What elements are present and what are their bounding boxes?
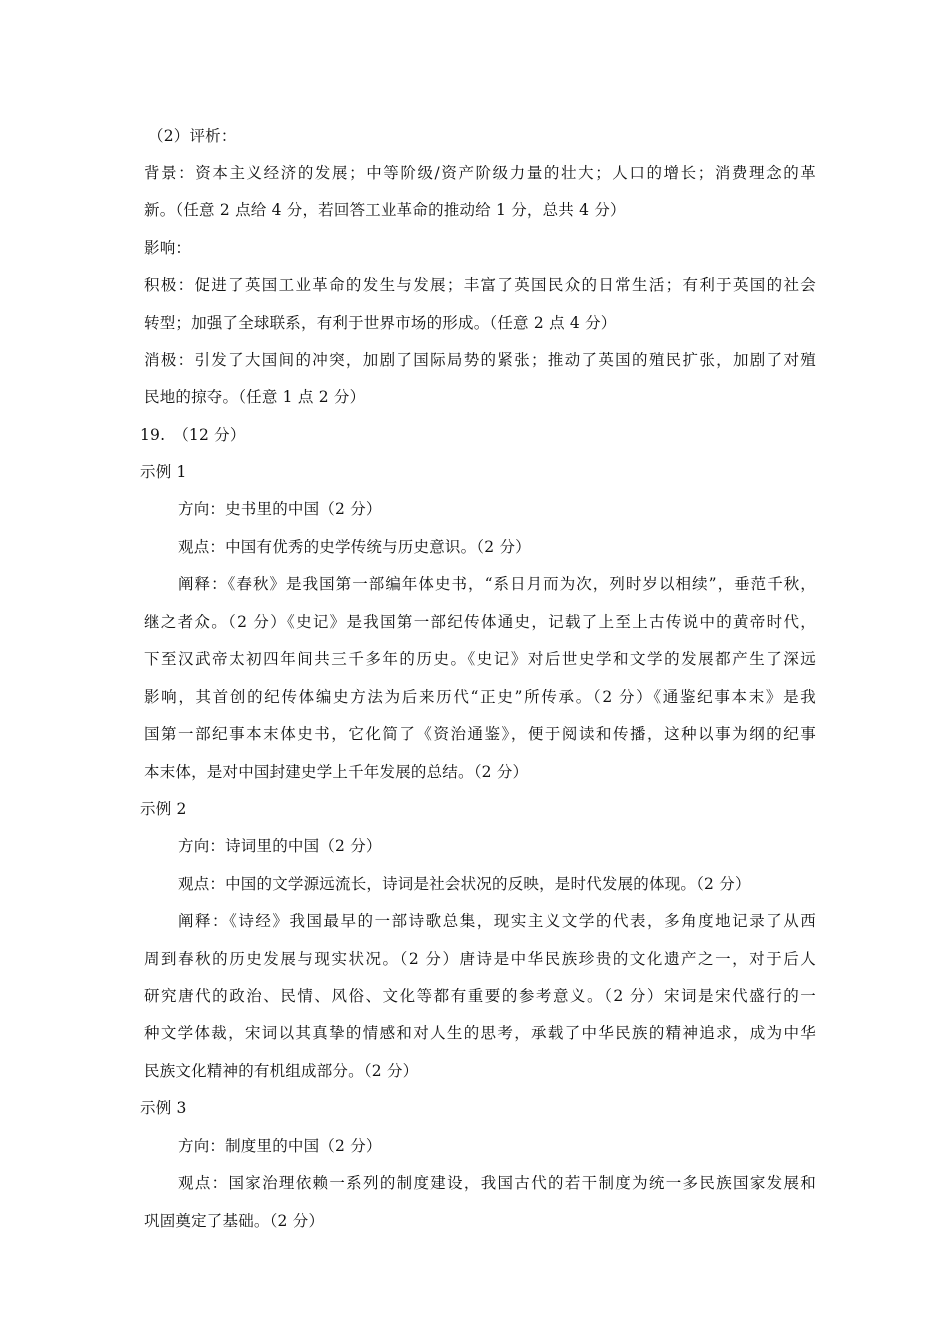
example-2-direction: 方向：诗词里的中国（2 分） [178, 837, 382, 855]
positive-line-1: 积极：促进了英国工业革命的发生与发展；丰富了英国民众的日常生活；有利于英国的社会 [144, 276, 816, 294]
negative-line-1: 消极：引发了大国间的冲突，加剧了国际局势的紧张；推动了英国的殖民扩张，加剧了对殖 [144, 351, 816, 369]
example-3-view: 巩固奠定了基础。（2 分） [144, 1212, 325, 1230]
example-2-explain-line: 种文学体裁，宋词以其真挚的情感和对人生的思考，承载了中华民族的精神追求，成为中华 [144, 1024, 816, 1042]
example-3-direction: 方向：制度里的中国（2 分） [178, 1137, 382, 1155]
question-19-heading: 19. （12 分） [140, 426, 246, 444]
background-line-2: 新。（任意 2 点给 4 分，若回答工业革命的推动给 1 分，总共 4 分） [144, 201, 626, 219]
negative-line-2: 民地的掠夺。（任意 1 点 2 分） [144, 388, 366, 406]
example-3-title: 示例 3 [140, 1099, 187, 1117]
example-1-explain-line: 阐释：《春秋》是我国第一部编年体史书，“系日月而为次，列时岁以相续”，垂范千秋， [178, 575, 816, 593]
example-1-explain-line: 下至汉武帝太初四年间共三千多年的历史。《史记》对后世史学和文学的发展都产生了深远 [144, 650, 816, 668]
example-2-view: 观点：中国的文学源远流长，诗词是社会状况的反映，是时代发展的体现。（2 分） [178, 875, 751, 893]
example-2-explain-line: 研究唐代的政治、民情、风俗、文化等都有重要的参考意义。（2 分）宋词是宋代盛行的一 [144, 987, 816, 1005]
q18-sub2-heading: （2）评析： [148, 127, 237, 145]
example-2-explain-line: 民族文化精神的有机组成部分。（2 分） [144, 1062, 419, 1080]
example-2-explain-line: 周到春秋的历史发展与现实状况。（2 分）唐诗是中华民族珍贵的文化遗产之一，对于后人 [144, 950, 816, 968]
background-line-1: 背景：资本主义经济的发展；中等阶级/资产阶级力量的壮大；人口的增长；消费理念的革 [144, 164, 816, 182]
impact-heading: 影响： [144, 239, 192, 257]
example-1-direction: 方向：史书里的中国（2 分） [178, 500, 382, 518]
example-3-view: 观点：国家治理依赖一系列的制度建设，我国古代的若干制度为统一多民族国家发展和 [178, 1174, 816, 1192]
example-2-explain-line: 阐释：《诗经》我国最早的一部诗歌总集，现实主义文学的代表，多角度地记录了从西 [178, 912, 816, 930]
example-2-title: 示例 2 [140, 800, 187, 818]
example-1-title: 示例 1 [140, 463, 187, 481]
example-1-explain-line: 本末体，是对中国封建史学上千年发展的总结。（2 分） [144, 763, 529, 781]
positive-line-2: 转型；加强了全球联系，有利于世界市场的形成。（任意 2 点 4 分） [144, 314, 617, 332]
example-1-explain-line: 继之者众。（2 分）《史记》是我国第一部纪传体通史，记载了上至上古传说中的黄帝时代， [144, 613, 816, 631]
example-1-view: 观点：中国有优秀的史学传统与历史意识。（2 分） [178, 538, 531, 556]
example-1-explain-line: 影响，其首创的纪传体编史方法为后来历代“正史”所传承。（2 分）《通鉴纪事本末》是我 [144, 688, 816, 706]
example-1-explain-line: 国第一部纪事本末体史书，它化简了《资治通鉴》，便于阅读和传播，这种以事为纲的纪事 [144, 725, 816, 743]
